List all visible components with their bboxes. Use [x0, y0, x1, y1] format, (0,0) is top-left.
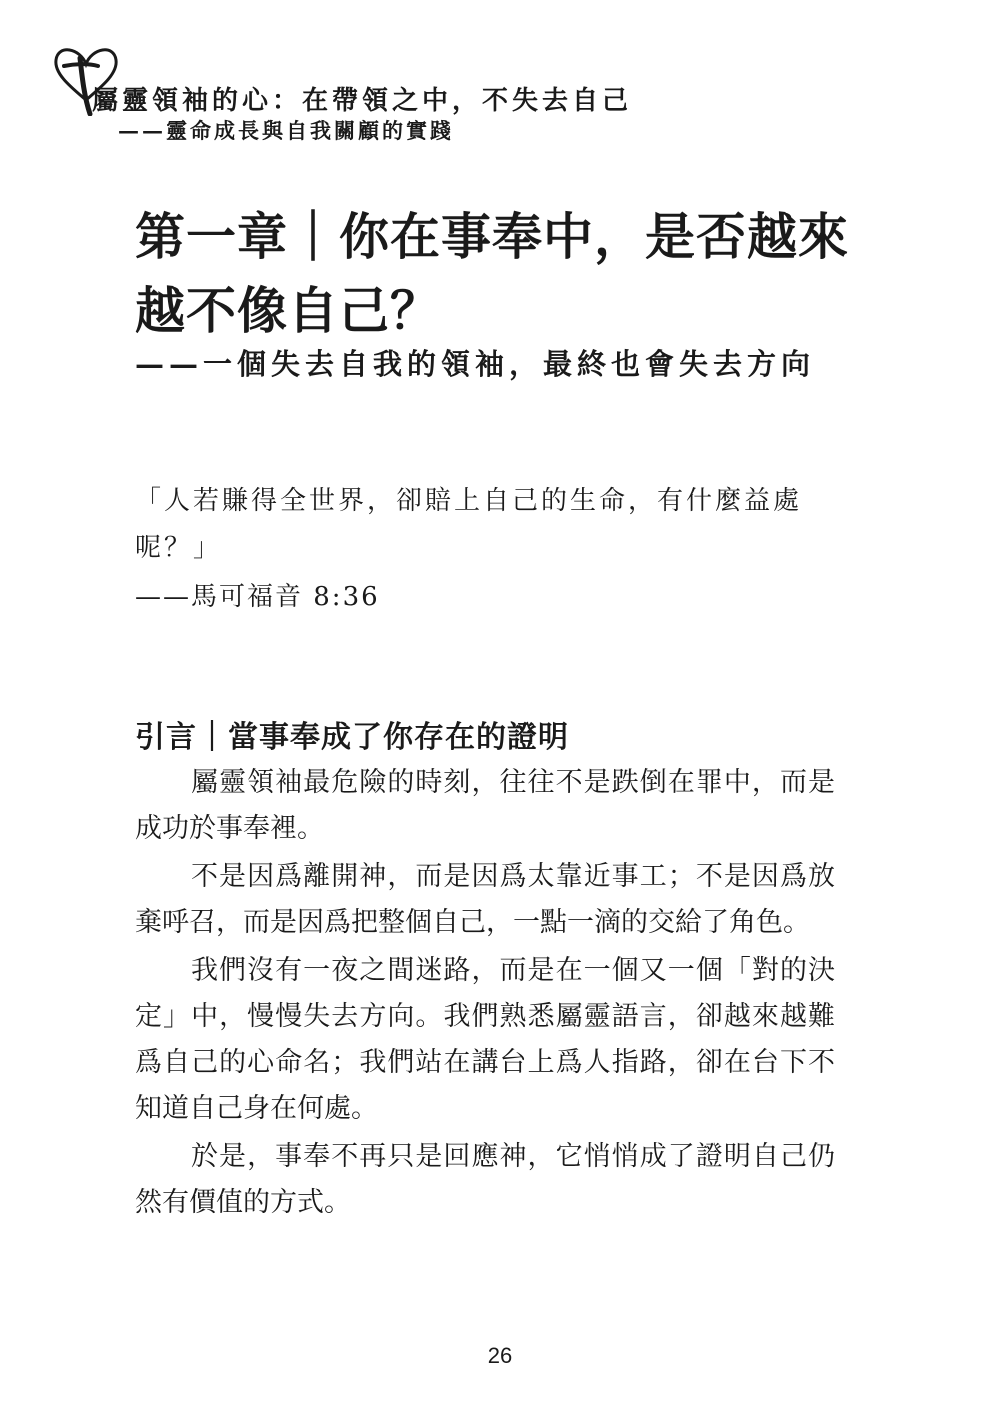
chapter-subtitle: ——一個失去自我的領袖，最終也會失去方向	[135, 347, 816, 381]
page-number: 26	[487, 1343, 513, 1368]
paragraph: 於是，事奉不再只是回應神，它悄悄成了證明自己仍然有價值的方式。	[135, 1141, 835, 1218]
epigraph-quote: 「人若賺得全世界，卻賠上自己的生命，有什麼益處呢？」	[135, 486, 803, 563]
book-subtitle: ——靈命成長與自我關顧的實踐	[118, 118, 454, 143]
body-text	[135, 760, 835, 1228]
paragraph: 我們沒有一夜之間迷路，而是在一個又一個「對的決定」中，慢慢失去方向。我們熟悉屬靈語言，卻越來越難爲自己的心命名；我們站在講台上爲人指路，卻在台下不知道自己身在何處。	[135, 955, 835, 1124]
epigraph-source: ——馬可福音 8:36	[135, 582, 380, 612]
book-title: 屬靈領袖的心：在帶領之中，不失去自己	[92, 86, 633, 116]
section-heading: 引言｜當事奉成了你存在的證明	[135, 720, 569, 755]
chapter-title: 第一章｜你在事奉中，是否越來越不像自己？	[135, 207, 849, 340]
paragraph: 屬靈領袖最危險的時刻，往往不是跌倒在罪中，而是成功於事奉裡。	[135, 767, 835, 844]
paragraph: 不是因爲離開神，而是因爲太靠近事工；不是因爲放棄呼召，而是因爲把整個自己，一點一滴的交給了角色。	[135, 861, 835, 938]
